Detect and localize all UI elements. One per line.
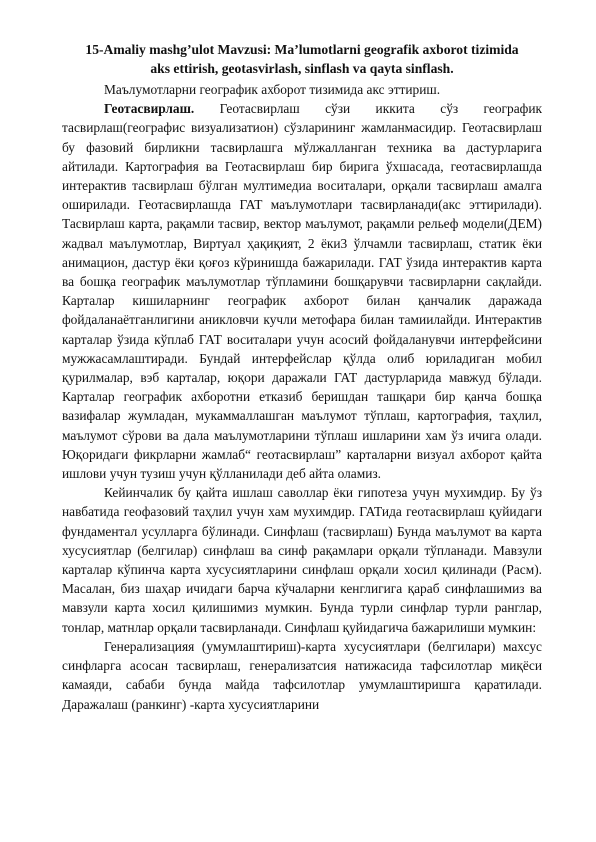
paragraph-text: Кейинчалик бу қайта ишлаш саволлар ёки гипотеза учун мухимдир. Бу ўз навбатида геофазовий таҳлил учун хам мухимдир. ГАТида геотасвирлаш қуйидаги фундаментал усулларга бўлинади. Синфлаш (тасвирлаш) Бунда маълумот ва карта хусусиятлар (белгилар) синфлаш ва синф рақамлари орқали тўпланади. Мавзули карталар кўпинча карта хусусиятларини синфлаш орқали хосил қилинади (Расм). Масалан, биз шаҳар ичидаги барча кўчаларни кенглигига қараб синфлашимиз ва мавзули карта хосил қилишимиз мумкин. Бунда турли синфлар турли ранглар, тонлар, матнлар орқали тасвирланади. Синфлаш қуйидагича бажарилиши мумкин: xyxy=(62,485,542,635)
title-line-2: aks ettirish, geotasvirlash, sinflash va qayta sinflash. xyxy=(150,61,454,76)
document-page xyxy=(62,40,542,714)
paragraph-text: Генерализацияя (умумлаштириш)-карта хусусиятлари (белгилари) махсус синфларга асосан тасвирлаш, генерализатсия натижасида тафсилотлар миқёси камаяди, сабаби бунда майда тафсилотлар умумлаштиришга қаратилади. Даражалаш (ранкинг) -карта хусусиятларини xyxy=(62,638,542,712)
paragraph-intro xyxy=(62,80,542,99)
term-geovisualization: Геотасвирлаш. xyxy=(104,101,195,117)
paragraph-generalization xyxy=(62,637,542,714)
paragraph-classification xyxy=(62,483,542,637)
document-title xyxy=(62,40,542,78)
paragraph-geovisualization xyxy=(62,99,542,483)
title-line-1: 15-Amaliy mashg’ulot Mavzusi: Ma’lumotlarni geografik axborot tizimida xyxy=(85,42,519,57)
paragraph-text: Геотасвирлаш сўзи иккита сўз географик тасвирлаш(географис визуализатион) сўзларининг жамланмасидир. Геотасвирлаш бу фазовий бирликни тасвирлашга мўлжалланган техника ва дастурларига айтилади. Картография ва Геотасвирлаш бир бирига ўхшасада, геотасвирлашда интерактив тасвирлаш бўлган мултимедиа воситалари, орқали тасвирлаш амалга оширилади. Геотасвирлашда ГАТ маълумотлари тасвирланади(акс эттирилади). Тасвирлаш карта, рақамли тасвир, вектор маълумот, рақамли рельеф модели(ДЕМ) жадвал маълумотлар, Виртуал ҳақиқият, 2 ёки3 ўлчамли тасвирлаш, статик ёки анимацион, дастур ёки қоғоз кўринишда бажарилади. ГАТ ўзида интерактив карта ва бошқа географик маълумотлар тўпламини бошқарувчи тасвирларни сақлайди. Карталар кишиларнинг географик ахборот билан қанчалик даражада фойдаланаётганлигини аникловчи кучли метофара билан тамиилайди. Интерактив карталар ўзида кўплаб ГАТ воситалари учун асосий фойдаланувчи интерфейсини мужжасамлаштиради. Бундай интерфейслар қўлда олиб юриладиган мобил қурилмалар, вэб карталар, юқори даражали ГАТ дастурларида мавжуд бўлади. Карталар географик ахборотни етказиб беришдан ташқари бир қанча бошқа вазифалар жумладан, мукаммаллашган маълумот тўплаш, картография, таҳлил, маълумот сўрови ва дала маълумотларини тўплаш ишларини хам ўз ичига олади. Юқоридаги фикрларни жамлаб“ геотасвирлаш” карталарни визуал ахборот қайта ишлови учун тузиш учун қўлланилади деб айта оламиз. xyxy=(62,101,542,482)
paragraph-text: Маълумотларни географик ахборот тизимида акс эттириш. xyxy=(104,82,441,97)
